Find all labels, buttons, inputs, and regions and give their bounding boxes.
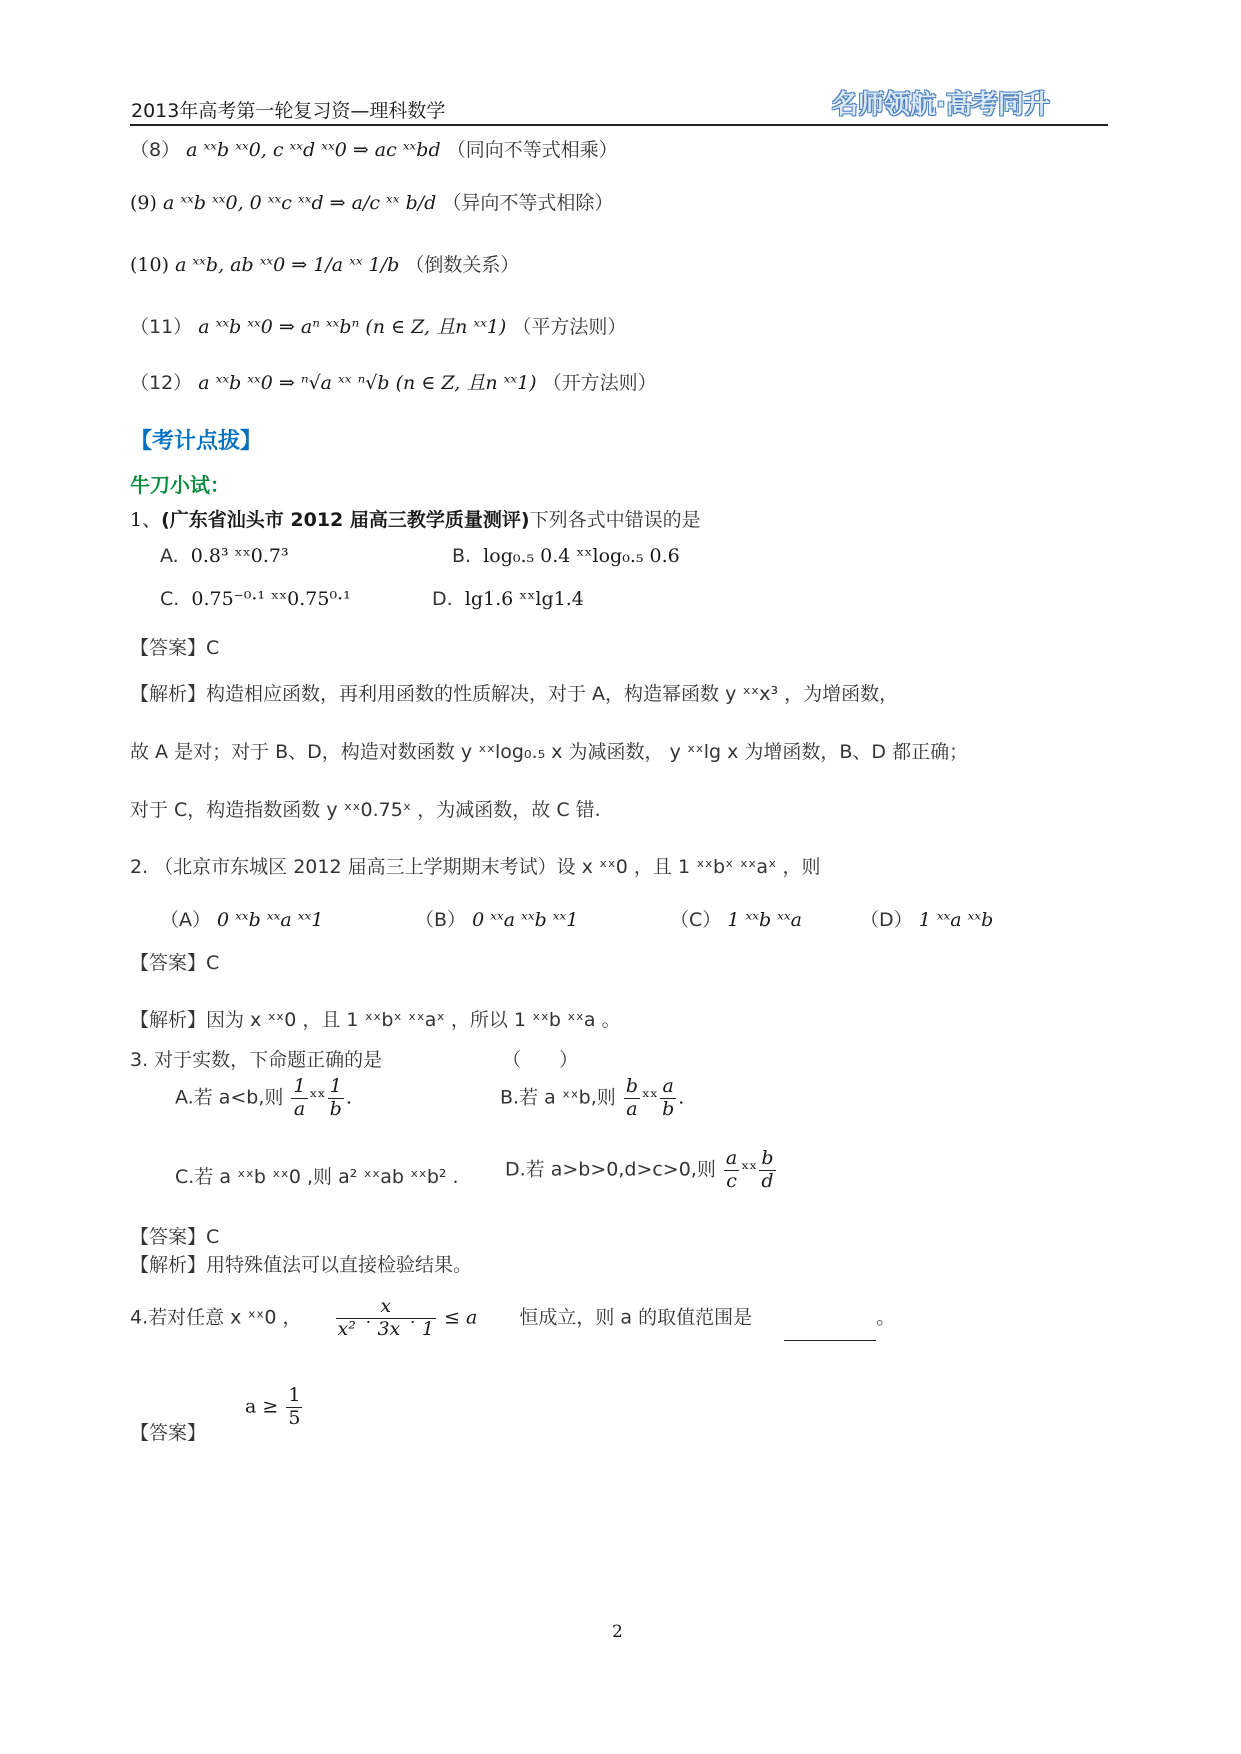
question-4-answer-label: 【答案】 bbox=[130, 1422, 207, 1444]
question-1-analysis-line-1: 【解析】构造相应函数，再利用函数的性质解决，对于 A，构造幂函数 y ˣˣx³ ，为增函数， bbox=[130, 683, 899, 705]
rule-12 bbox=[130, 368, 657, 395]
rule-expression: a ˣˣb ˣˣ0 ⇒ aⁿ ˣˣbⁿ (n ∈ Z, 且n ˣˣ1) bbox=[198, 316, 507, 338]
rule-number: （11） bbox=[130, 316, 193, 338]
rule-number: (10) bbox=[130, 254, 170, 276]
question-1-analysis-line-3: 对于 C，构造指数函数 y ˣˣ0.75ˣ ，为减函数，故 C 错. bbox=[130, 799, 601, 821]
question-3-option-c: C.若 a ˣˣb ˣˣ0 ,则 a² ˣˣab ˣˣb² . bbox=[175, 1166, 459, 1188]
rule-note: （同向不等式相乘） bbox=[446, 139, 618, 161]
page-number: 2 bbox=[612, 1622, 623, 1642]
answer-blank bbox=[784, 1322, 876, 1341]
question-3-option-b: B.若 a ˣˣb,则 $\frac{b}{a}$ ˣˣ $\frac{a}{b}$ . bbox=[500, 1075, 685, 1120]
question-1-option-d: D. lg1.6 ˣˣlg1.4 bbox=[432, 588, 584, 610]
rule-expression: a ˣˣb ˣˣ0 ⇒ ⁿ√a ˣˣ ⁿ√b (n ∈ Z, 且n ˣˣ1) bbox=[198, 372, 537, 394]
question-1-option-a: A. 0.8³ ˣˣ0.7³ bbox=[160, 545, 289, 567]
rule-expression: a ˣˣb, ab ˣˣ0 ⇒ 1/a ˣˣ 1/b bbox=[175, 254, 400, 276]
question-3-option-a: A.若 a<b,则 $\frac{1}{a}$ ˣˣ $\frac{1}{b}$ . bbox=[175, 1075, 352, 1120]
question-1-option-b: B. log₀.₅ 0.4 ˣˣlog₀.₅ 0.6 bbox=[452, 545, 680, 567]
question-1-answer: 【答案】C bbox=[130, 637, 220, 659]
rule-number: （12） bbox=[130, 372, 193, 394]
rule-note: （平方法则） bbox=[512, 316, 627, 338]
rule-expression: a ˣˣb ˣˣ0, 0 ˣˣc ˣˣd ⇒ a/c ˣˣ b/d bbox=[162, 192, 437, 214]
rule-number: （8） bbox=[130, 139, 181, 161]
question-3-stem: 3. 对于实数，下命题正确的是 （ ） bbox=[130, 1049, 579, 1071]
rule-10 bbox=[130, 250, 519, 277]
question-1-stem: 1、(广东省汕头市 2012 届高三教学质量测评)下列各式中错误的是 bbox=[130, 509, 701, 531]
rule-number: (9) bbox=[130, 192, 157, 214]
question-3-analysis: 【解析】用特殊值法可以直接检验结果。 bbox=[130, 1254, 473, 1276]
rule-11 bbox=[130, 312, 626, 339]
rule-note: （开方法则） bbox=[542, 372, 657, 394]
rule-8 bbox=[130, 135, 618, 162]
subsection-title: 牛刀小试： bbox=[130, 473, 230, 497]
header-rule bbox=[130, 124, 1108, 126]
question-2-stem: 2. （北京市东城区 2012 届高三上学期期末考试）设 x ˣˣ0 ，且 1 ˣˣbˣ ˣˣaˣ ，则 bbox=[130, 856, 821, 878]
rule-note: （异向不等式相除） bbox=[442, 192, 614, 214]
question-1-option-c: C. 0.75⁻⁰·¹ ˣˣ0.75⁰·¹ bbox=[160, 588, 351, 610]
question-3-answer: 【答案】C bbox=[130, 1226, 220, 1248]
question-3-option-d: D.若 a>b>0,d>c>0,则 $\frac{a}{c}$ ˣˣ $\frac{b}{d}$ bbox=[505, 1147, 774, 1192]
question-2-option-a: （A） 0 ˣˣb ˣˣa ˣˣ1 bbox=[160, 909, 324, 931]
question-2-answer: 【答案】C bbox=[130, 952, 220, 974]
rule-expression: a ˣˣb ˣˣ0, c ˣˣd ˣˣ0 ⇒ ac ˣˣbd bbox=[186, 139, 441, 161]
header-logo-text: 名师领航·高考同升 bbox=[832, 90, 1050, 120]
header-title: 2013年高考第一轮复习资—理科数学 bbox=[131, 100, 446, 122]
question-1-analysis-line-2: 故 A 是对；对于 B、D，构造对数函数 y ˣˣlog₀.₅ x 为减函数， y ˣˣlg x 为增函数，B、D 都正确； bbox=[130, 741, 969, 763]
question-2-option-b: （B） 0 ˣˣa ˣˣb ˣˣ1 bbox=[415, 909, 579, 931]
question-2-analysis: 【解析】因为 x ˣˣ0 ，且 1 ˣˣbˣ ˣˣaˣ ，所以 1 ˣˣb ˣˣa 。 bbox=[130, 1009, 621, 1031]
rule-note: （倒数关系） bbox=[405, 254, 520, 276]
question-4-answer-value: a ≥ $\frac{1}{5}$ bbox=[245, 1384, 301, 1429]
question-2-option-d: （D） 1 ˣˣa ˣˣb bbox=[860, 909, 994, 931]
question-4-stem: 4.若对任意 x ˣˣ0 ， $\frac{x}{\text{x² ˙ 3x ˙ 1}}$ ≤ a 恒成立，则 a 的取值范围是 。 bbox=[130, 1295, 896, 1340]
section-title: 【考计点拔】 bbox=[130, 429, 263, 454]
rule-9 bbox=[130, 188, 613, 215]
question-2-option-c: （C） 1 ˣˣb ˣˣa bbox=[670, 909, 802, 931]
